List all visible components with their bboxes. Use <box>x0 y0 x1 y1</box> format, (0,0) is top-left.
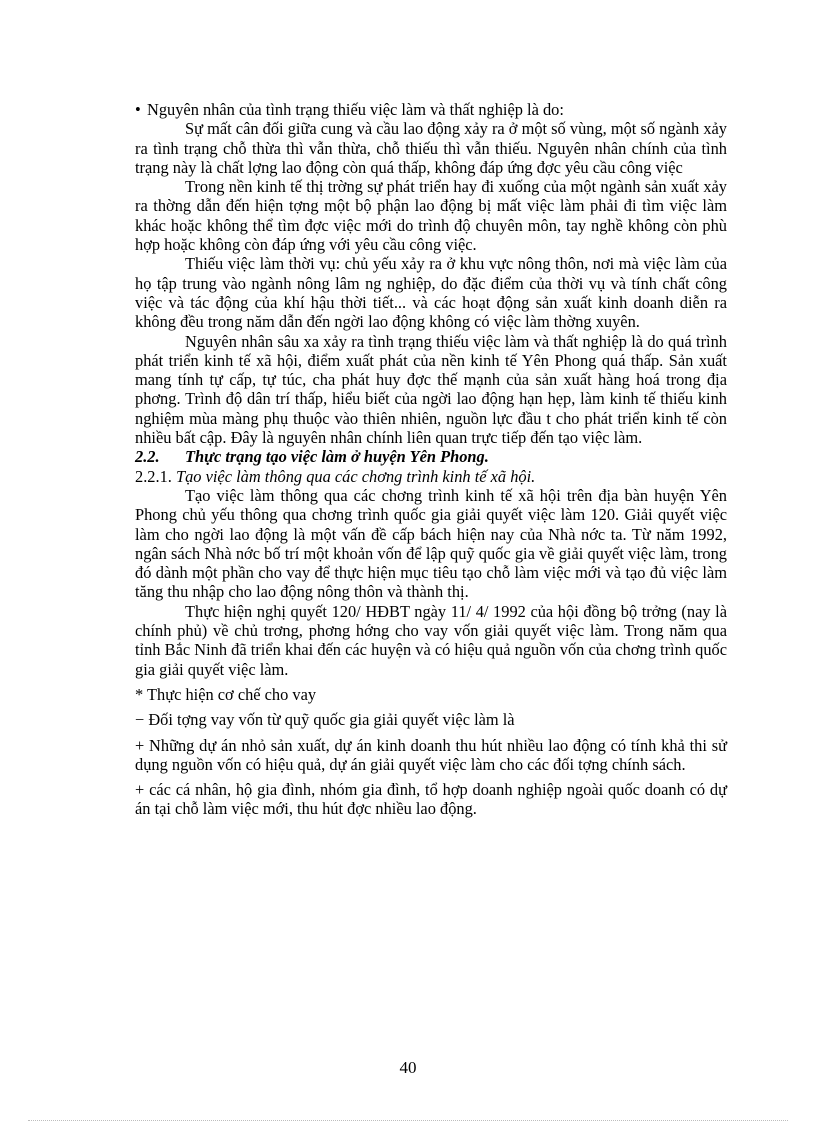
section-heading: 2.2. Thực trạng tạo việc làm ở huyện Yên Phong. <box>135 447 489 467</box>
list-item: + các cá nhân, hộ gia đình, nhóm gia đình, tổ hợp doanh nghiệp ngoài quốc doanh có dự án tại chỗ làm việc mới, thu hút đợc nhiều lao động. <box>135 780 727 819</box>
paragraph-imbalance: Sự mất cân đối giữa cung và cầu lao động xảy ra ở một số vùng, một số ngành xảy ra tình trạng chỗ thừa thì vẫn thừa, chỗ thiếu thì vẫn thiếu. Nguyên nhân chính của tình trạng này là chất lợng lao động còn quá thấp, không đáp ứng đợc yêu cầu công việc <box>135 119 727 177</box>
list-item: − Đối tợng vay vốn từ quỹ quốc gia giải quyết việc làm là <box>135 710 515 730</box>
page-number: 40 <box>399 1058 417 1077</box>
footer-divider <box>28 1120 788 1121</box>
list-item: + Những dự án nhỏ sản xuất, dự án kinh doanh thu hút nhiều lao động có tính khả thi sử dụng nguồn vốn có hiệu quả, dự án giải quyết việc làm cho các đối tợng chính sách. <box>135 735 727 774</box>
paragraph-seasonal: Thiếu việc làm thời vụ: chủ yếu xảy ra ở khu vực nông thôn, nơi mà việc làm của họ tập trung vào ngành nông lâm ng nghiệp, do đặc điểm của thời vụ và tính chất công việc và tác động của khí hậu thời tiết... và các hoạt động sản xuất kinh doanh diễn ra không đều trong năm dẫn đến ngời lao động không có việc làm thờng xuyên. <box>135 254 727 332</box>
bullet-heading: • Nguyên nhân của tình trạng thiếu việc làm và thất nghiệp là do: <box>135 100 564 119</box>
bullet-icon: • <box>135 100 141 119</box>
paragraph-programs: Tạo việc làm thông qua các chơng trình kinh tế xã hội trên địa bàn huyện Yên Phong chủ yếu thông qua chơng trình quốc gia giải quyết việc làm 120. Giải quyết việc làm cho ngời lao động là một vấn đề cấp bách hiện nay của Nhà nớc ta. Từ năm 1992, ngân sách Nhà nớc bố trí một khoản vốn để lập quỹ quốc gia về giải quyết việc làm, trong đó dành một phần cho vay để thực hiện mục tiêu tạo chỗ làm việc mới và tạo đủ việc làm tăng thu nhập cho lao động nông thôn và thành thị. <box>135 485 727 602</box>
paragraph-market-economy: Trong nền kinh tế thị trờng sự phát triển hay đi xuống của một ngành sản xuất xảy ra thờng dẫn đến hiện tợng một bộ phận lao động bị mất việc làm phải đi tìm việc làm khác hoặc không thể tìm đợc việc mới do trình độ chuyên môn, tay nghề không còn phù hợp hoặc không còn đáp ứng với yêu cầu công việc. <box>135 177 727 255</box>
subsection-heading: 2.2.1. Tạo việc làm thông qua các chơng trình kinh tế xã hội. <box>135 466 536 486</box>
document-body <box>135 100 727 819</box>
paragraph-root-cause: Nguyên nhân sâu xa xảy ra tình trạng thiếu việc làm và thất nghiệp là do quá trình phát triển kinh tế xã hội, điểm xuất phát của nền kinh tế Yên Phong quá thấp. Sản xuất mang tính tự cấp, tự túc, cha phát huy đợc thế mạnh của sản xuất hàng hoá trong địa phơng. Trình độ dân trí thấp, hiểu biết của ngời lao động hạn hẹp, làm kinh tế thiếu kinh nghiệm mùa màng phụ thuộc vào thiên nhiên, nguồn lực đầu t cho phát triển kinh tế còn nhiều bất cập. Đây là nguyên nhân chính liên quan trực tiếp đến tạo việc làm. <box>135 331 727 448</box>
paragraph-resolution: Thực hiện nghị quyết 120/ HĐBT ngày 11/ 4/ 1992 của hội đồng bộ trởng (nay là chính phủ) về chủ trơng, phơng hớng cho vay vốn giải quyết việc làm. Trong năm qua tỉnh Bắc Ninh đã triển khai đến các huyện và có hiệu quả nguồn vốn của chơng trình quốc gia giải quyết việc làm. <box>135 601 727 679</box>
list-item: * Thực hiện cơ chế cho vay <box>135 684 317 704</box>
